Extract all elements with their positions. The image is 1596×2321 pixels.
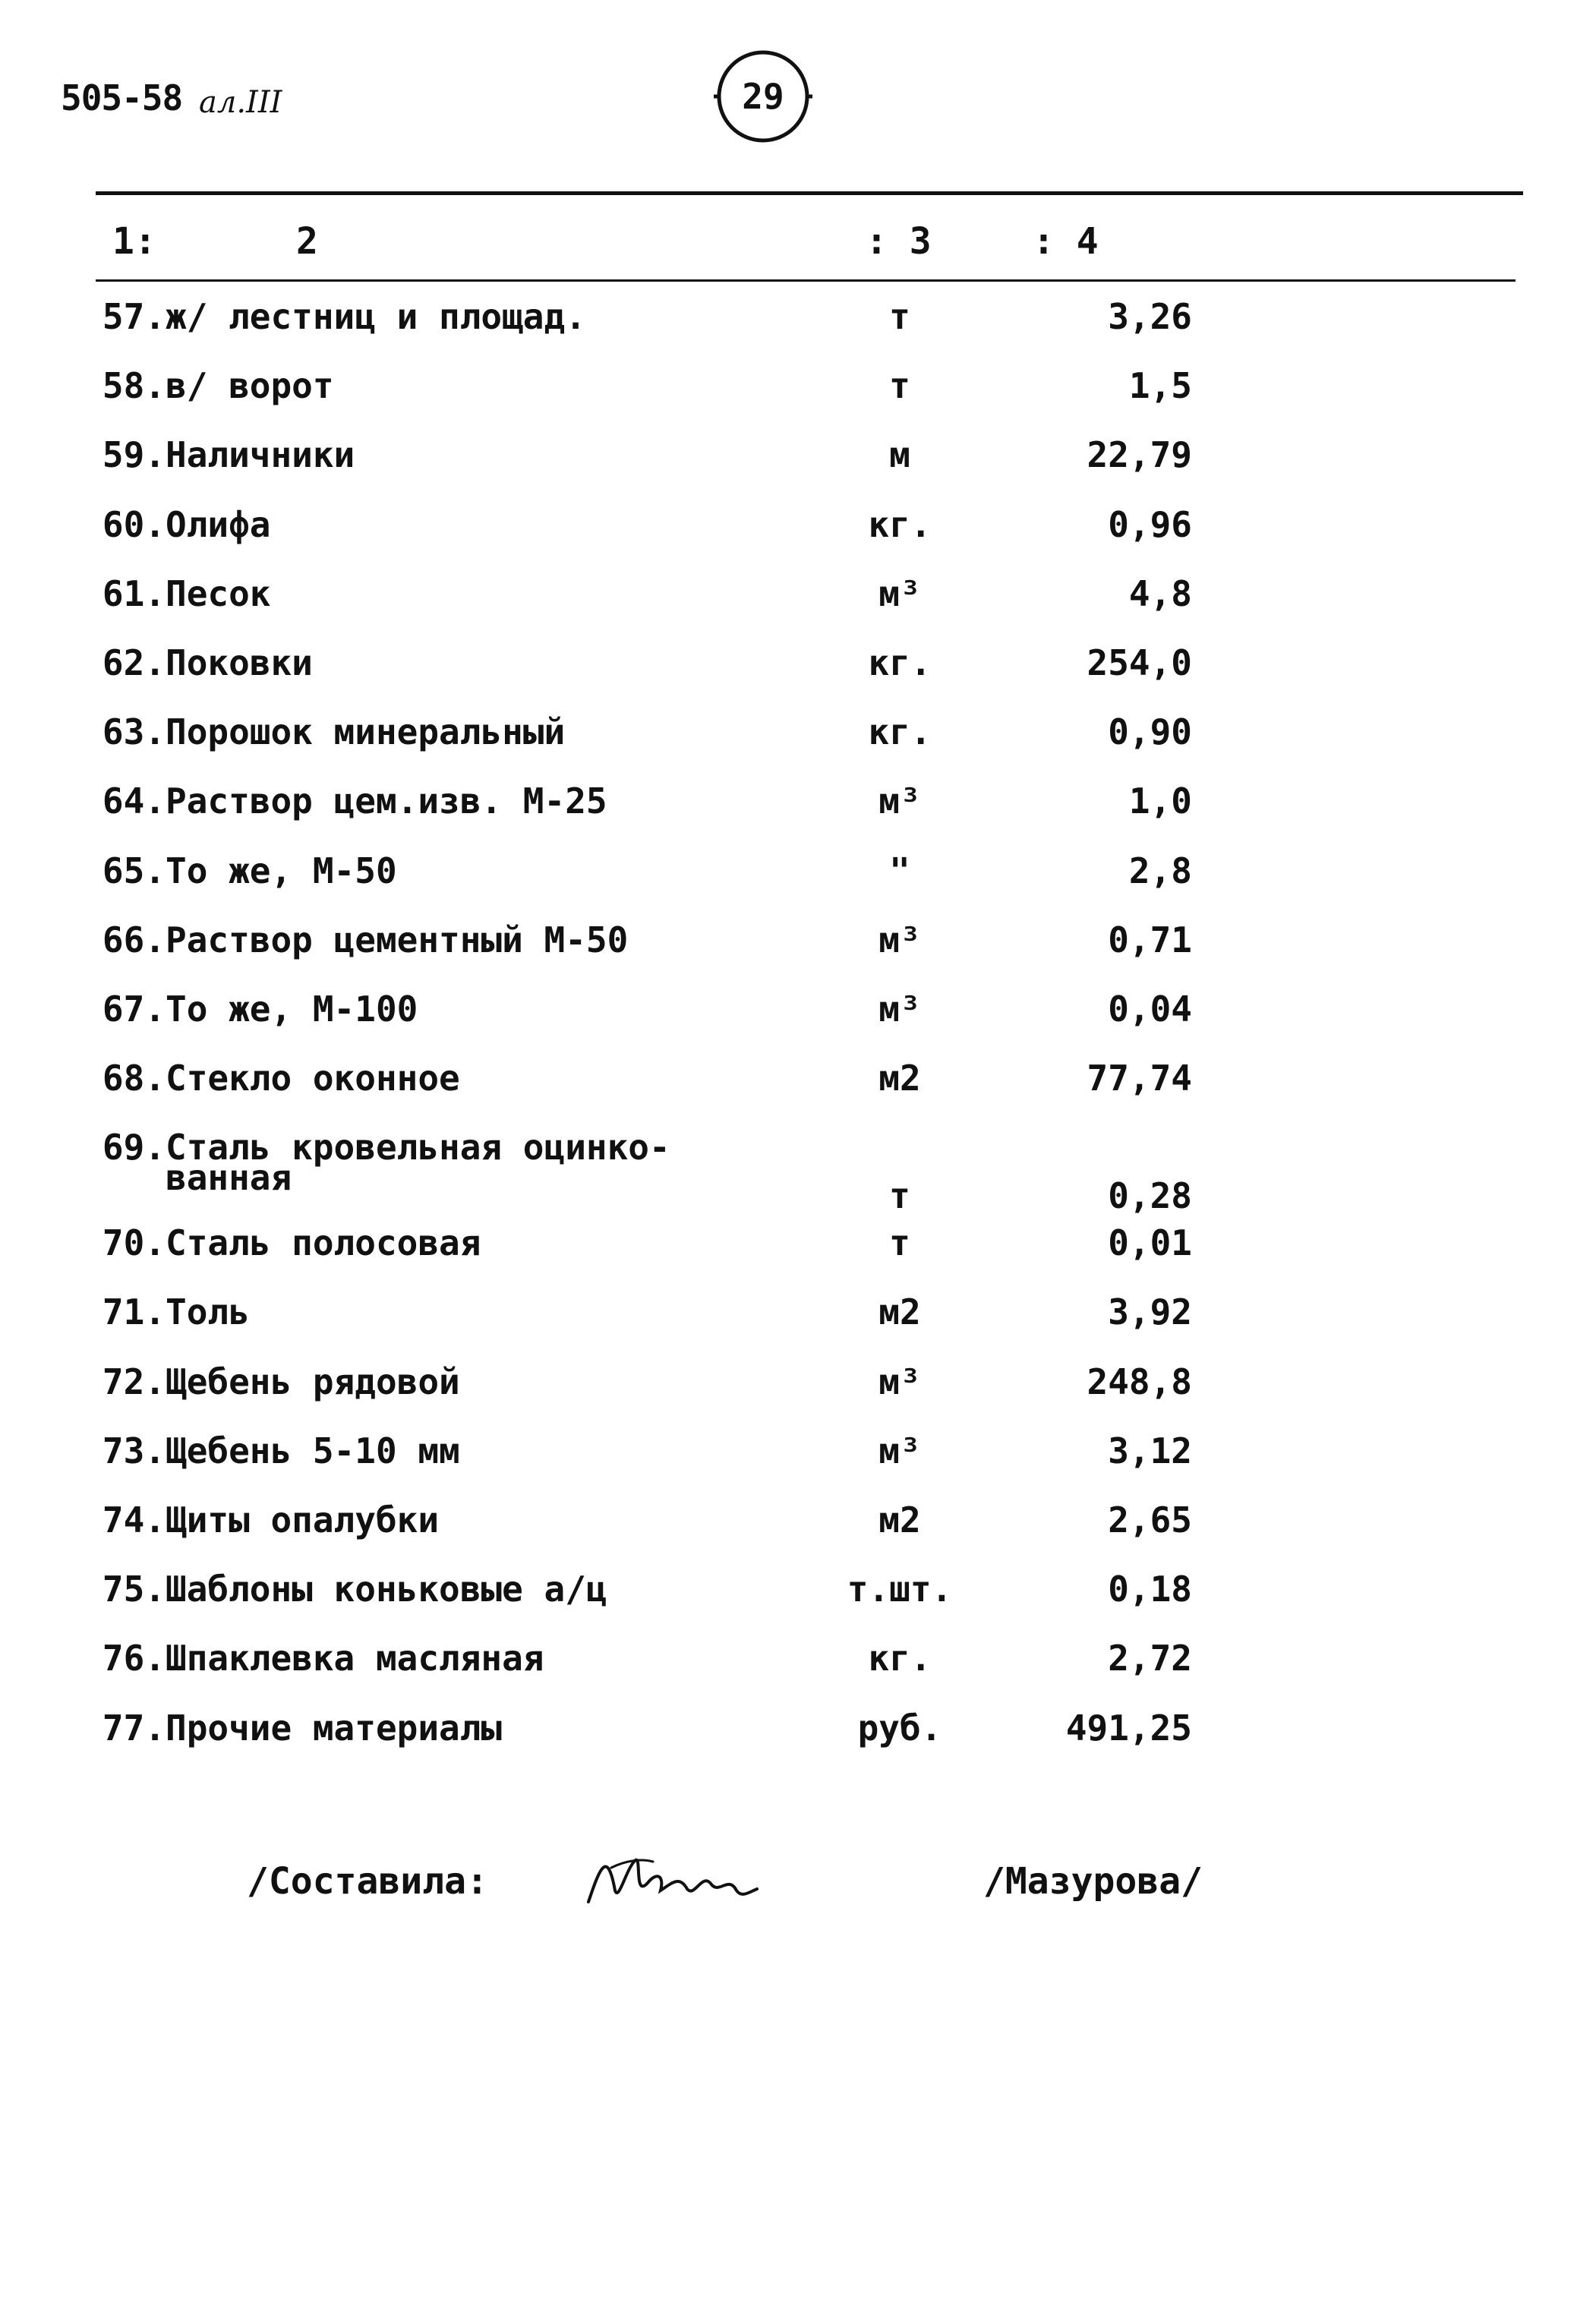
material-name: Раствор цементный М-50 — [166, 919, 629, 960]
row-number: 58. — [102, 365, 166, 407]
row-number: 77. — [102, 1707, 166, 1749]
column-header-2: 2 — [296, 220, 318, 263]
quantity: 2,65 — [1108, 1500, 1192, 1541]
quantity: 1,5 — [1128, 365, 1192, 407]
unit: м³ — [878, 572, 921, 614]
material-name: Прочие материалы — [166, 1707, 503, 1749]
row-number: 69. — [102, 1127, 166, 1168]
document-code-note: ал.III — [199, 85, 282, 120]
unit: м2 — [878, 1500, 921, 1541]
table-row — [0, 434, 1596, 503]
row-number: 64. — [102, 780, 166, 822]
table-row — [0, 1058, 1596, 1127]
material-name: Олифа — [166, 503, 271, 545]
material-name-continued: ванная — [166, 1157, 292, 1199]
quantity: 0,90 — [1108, 711, 1192, 753]
unit: м³ — [878, 1361, 921, 1402]
table-row — [0, 1361, 1596, 1430]
unit: руб. — [857, 1707, 942, 1749]
material-name: Наличники — [166, 434, 355, 476]
quantity: 1,0 — [1128, 780, 1192, 822]
materials-table — [0, 296, 1596, 1777]
table-row — [0, 365, 1596, 434]
row-number: 72. — [102, 1361, 166, 1402]
row-number: 61. — [102, 572, 166, 614]
row-number: 70. — [102, 1222, 166, 1264]
table-row — [0, 919, 1596, 989]
material-name: Толь — [166, 1291, 250, 1333]
table-row — [0, 642, 1596, 711]
table-row — [0, 573, 1596, 642]
header-rule — [96, 279, 1516, 282]
material-name: в/ ворот — [166, 365, 334, 407]
page-number-badge — [714, 47, 812, 146]
table-row — [0, 989, 1596, 1058]
unit: т — [889, 365, 910, 407]
quantity: 3,92 — [1108, 1291, 1192, 1333]
row-number: 63. — [102, 711, 166, 753]
quantity: 0,18 — [1108, 1569, 1192, 1610]
row-number: 76. — [102, 1638, 166, 1679]
table-row — [0, 711, 1596, 780]
column-header-1: 1: — [112, 220, 156, 263]
unit: м³ — [878, 780, 921, 822]
material-name: Шаблоны коньковые а/ц — [166, 1569, 607, 1610]
unit: т — [889, 296, 910, 337]
unit: м³ — [878, 988, 921, 1030]
material-name: ж/ лестниц и площад. — [166, 296, 586, 337]
unit: кг. — [868, 642, 932, 683]
quantity: 491,25 — [1065, 1707, 1192, 1749]
unit: м — [889, 434, 910, 476]
material-name: Сталь полосовая — [166, 1222, 481, 1264]
material-name: Песок — [166, 572, 271, 614]
material-name: Порошок минеральный — [166, 711, 566, 753]
unit: т — [889, 1222, 910, 1264]
row-number: 71. — [102, 1291, 166, 1333]
material-name: Поковки — [166, 642, 313, 683]
material-name: Шпаклевка масляная — [166, 1638, 544, 1679]
table-row — [0, 504, 1596, 573]
table-row — [0, 1569, 1596, 1638]
quantity: 248,8 — [1087, 1361, 1192, 1402]
row-number: 62. — [102, 642, 166, 683]
compiled-by-label: /Составила: — [247, 1860, 488, 1903]
quantity: 22,79 — [1087, 434, 1192, 476]
material-name: Стекло оконное — [166, 1058, 460, 1099]
quantity: 0,01 — [1108, 1222, 1192, 1264]
material-name: Щебень 5-10 мм — [166, 1430, 460, 1471]
table-row — [0, 296, 1596, 365]
quantity: 0,71 — [1108, 919, 1192, 960]
unit: м³ — [878, 1430, 921, 1471]
row-number: 67. — [102, 988, 166, 1030]
quantity: 3,12 — [1108, 1430, 1192, 1471]
unit: м2 — [878, 1058, 921, 1099]
row-number: 60. — [102, 503, 166, 545]
quantity: 4,8 — [1128, 572, 1192, 614]
handwritten-signature — [581, 1837, 763, 1921]
row-number: 73. — [102, 1430, 166, 1471]
table-row — [0, 1127, 1596, 1222]
material-name: То же, М-50 — [166, 850, 397, 891]
row-number: 66. — [102, 919, 166, 960]
unit: м2 — [878, 1291, 921, 1333]
compiled-by-name: /Мазурова/ — [983, 1860, 1203, 1903]
row-number: 59. — [102, 434, 166, 476]
material-name: Сталь кровельная оцинко- — [166, 1127, 670, 1168]
quantity: 0,04 — [1108, 988, 1192, 1030]
unit: кг. — [868, 1638, 932, 1679]
row-number: 68. — [102, 1058, 166, 1099]
table-row — [0, 1222, 1596, 1291]
row-number: 74. — [102, 1500, 166, 1541]
row-number: 75. — [102, 1569, 166, 1610]
table-row — [0, 850, 1596, 919]
table-row — [0, 1500, 1596, 1569]
document-code: 505-58 — [61, 77, 183, 118]
unit: т.шт. — [847, 1569, 953, 1610]
material-name: То же, М-100 — [166, 988, 418, 1030]
column-header-4: : 4 — [1033, 220, 1099, 263]
table-row — [0, 1291, 1596, 1361]
material-name: Щиты опалубки — [166, 1500, 440, 1541]
unit: кг. — [868, 711, 932, 753]
row-number: 57. — [102, 296, 166, 337]
top-rule — [96, 191, 1523, 195]
unit: кг. — [868, 503, 932, 545]
quantity: 77,74 — [1087, 1058, 1192, 1099]
page-number: 29 — [742, 76, 784, 117]
quantity: 2,8 — [1128, 850, 1192, 891]
quantity: 254,0 — [1087, 642, 1192, 683]
quantity: 0,28 — [1108, 1175, 1192, 1217]
unit: м³ — [878, 919, 921, 960]
table-row — [0, 1430, 1596, 1500]
material-name: Раствор цем.изв. М-25 — [166, 780, 607, 822]
table-row — [0, 1638, 1596, 1707]
quantity: 0,96 — [1108, 503, 1192, 545]
material-name: Щебень рядовой — [166, 1361, 460, 1402]
column-header-3: : 3 — [866, 220, 932, 263]
quantity: 2,72 — [1108, 1638, 1192, 1679]
table-row — [0, 780, 1596, 850]
unit: т — [889, 1175, 910, 1217]
table-row — [0, 1708, 1596, 1777]
unit: " — [889, 850, 910, 891]
row-number: 65. — [102, 850, 166, 891]
quantity: 3,26 — [1108, 296, 1192, 337]
